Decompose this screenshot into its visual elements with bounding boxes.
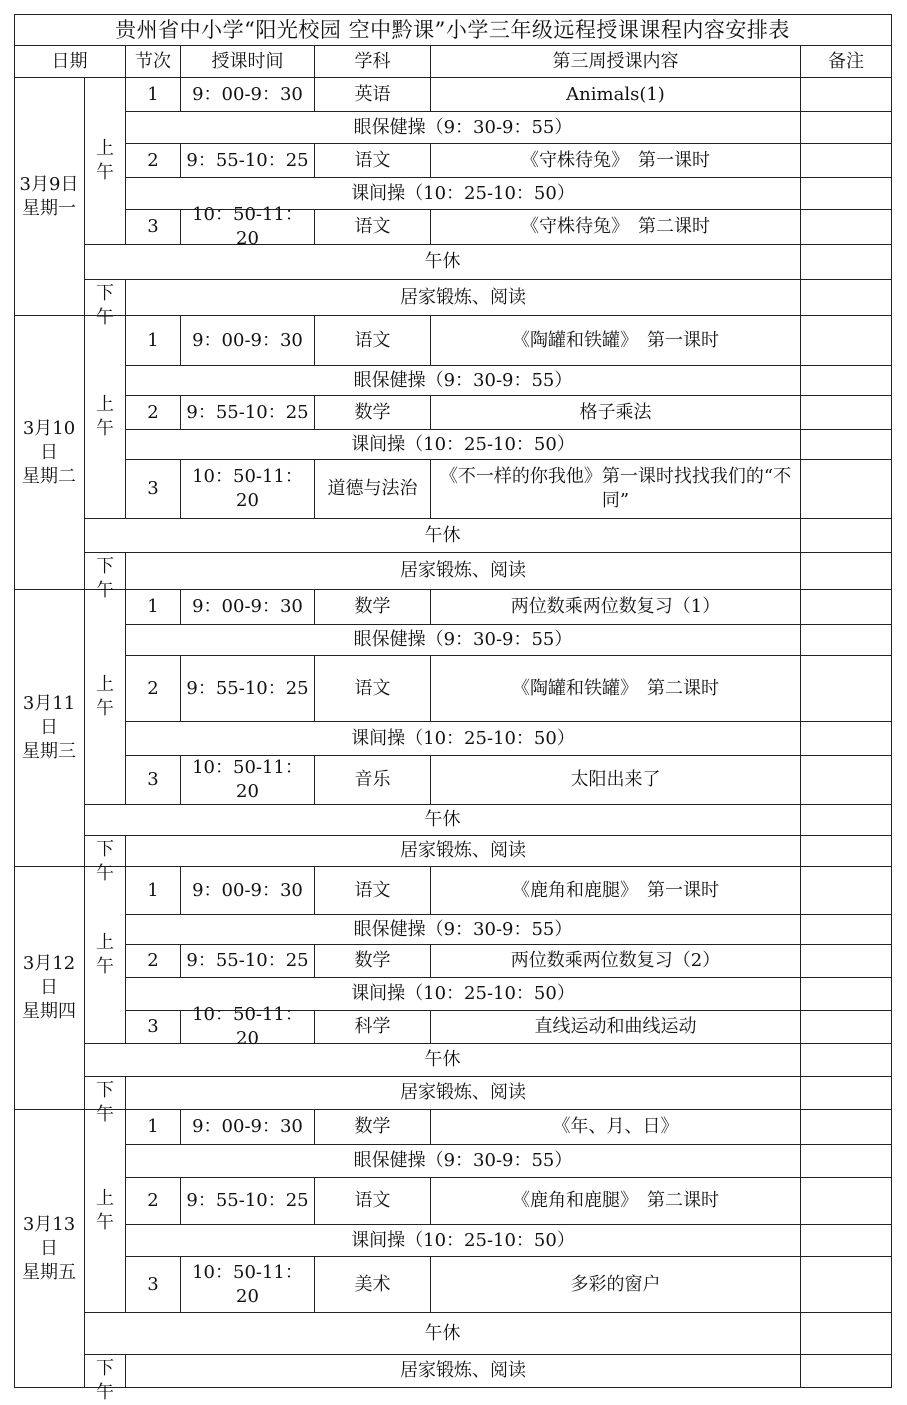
time-cell: 9：00-9：30	[181, 78, 315, 112]
lunch-row: 午休	[85, 1313, 801, 1355]
day-date: 3月11 日 星期三	[14, 590, 85, 867]
note-cell	[801, 144, 892, 178]
note-cell	[801, 1110, 892, 1145]
header-period: 节次	[126, 46, 181, 78]
note-cell	[801, 430, 892, 460]
note-cell	[801, 210, 892, 245]
period-cell: 2	[126, 1178, 181, 1225]
note-cell	[801, 625, 892, 656]
header-note: 备注	[801, 46, 892, 78]
eye-exercise-row: 眼保健操（9：30-9：55）	[126, 1145, 801, 1178]
afternoon-activity-row: 居家锻炼、阅读	[126, 836, 801, 867]
time-cell: 9：55-10：25	[181, 945, 315, 978]
subject-cell: 语文	[315, 144, 431, 178]
eye-exercise-row: 眼保健操（9：30-9：55）	[126, 915, 801, 945]
afternoon-label: 下 午	[85, 553, 126, 590]
note-cell	[801, 1313, 892, 1355]
lunch-row: 午休	[85, 805, 801, 836]
eye-exercise-row: 眼保健操（9：30-9：55）	[126, 366, 801, 396]
subject-cell: 科学	[315, 1011, 431, 1044]
morning-label: 上 午	[85, 316, 126, 519]
time-cell: 10：50-11：20	[181, 756, 315, 805]
period-cell: 2	[126, 945, 181, 978]
note-cell	[801, 1145, 892, 1178]
time-cell: 10：50-11：20	[181, 210, 315, 245]
period-cell: 3	[126, 210, 181, 245]
subject-cell: 语文	[315, 867, 431, 915]
break-exercise-row: 课间操（10：25-10：50）	[126, 722, 801, 756]
header-content: 第三周授课内容	[431, 46, 801, 78]
note-cell	[801, 867, 892, 915]
period-cell: 1	[126, 590, 181, 625]
content-cell: 《陶罐和铁罐》 第一课时	[431, 316, 801, 366]
note-cell	[801, 78, 892, 112]
lunch-row: 午休	[85, 245, 801, 280]
note-cell	[801, 178, 892, 210]
subject-cell: 数学	[315, 945, 431, 978]
subject-cell: 数学	[315, 1110, 431, 1145]
time-cell: 9：55-10：25	[181, 1178, 315, 1225]
content-cell: 两位数乘两位数复习（1）	[431, 590, 801, 625]
content-cell: 《鹿角和鹿腿》 第二课时	[431, 1178, 801, 1225]
content-cell: 多彩的窗户	[431, 1257, 801, 1313]
period-cell: 1	[126, 78, 181, 112]
lunch-row: 午休	[85, 1044, 801, 1077]
note-cell	[801, 519, 892, 553]
afternoon-label: 下 午	[85, 280, 126, 316]
afternoon-activity-row: 居家锻炼、阅读	[126, 280, 801, 316]
note-cell	[801, 1077, 892, 1110]
break-exercise-row: 课间操（10：25-10：50）	[126, 978, 801, 1011]
subject-cell: 语文	[315, 316, 431, 366]
morning-label: 上 午	[85, 78, 126, 245]
morning-label: 上 午	[85, 1110, 126, 1313]
note-cell	[801, 460, 892, 519]
note-cell	[801, 245, 892, 280]
subject-cell: 数学	[315, 590, 431, 625]
break-exercise-row: 课间操（10：25-10：50）	[126, 178, 801, 210]
content-cell: 《不一样的你我他》第一课时找找我们的“不同”	[431, 460, 801, 519]
time-cell: 9：00-9：30	[181, 316, 315, 366]
subject-cell: 道德与法治	[315, 460, 431, 519]
lunch-row: 午休	[85, 519, 801, 553]
period-cell: 3	[126, 756, 181, 805]
subject-cell: 美术	[315, 1257, 431, 1313]
note-cell	[801, 280, 892, 316]
subject-cell: 语文	[315, 1178, 431, 1225]
period-cell: 2	[126, 656, 181, 722]
period-cell: 1	[126, 316, 181, 366]
time-cell: 10：50-11：20	[181, 1257, 315, 1313]
period-cell: 1	[126, 1110, 181, 1145]
subject-cell: 音乐	[315, 756, 431, 805]
note-cell	[801, 978, 892, 1011]
period-cell: 3	[126, 460, 181, 519]
header-time: 授课时间	[181, 46, 315, 78]
period-cell: 2	[126, 396, 181, 430]
note-cell	[801, 590, 892, 625]
content-cell: 太阳出来了	[431, 756, 801, 805]
header-subject: 学科	[315, 46, 431, 78]
note-cell	[801, 656, 892, 722]
note-cell	[801, 553, 892, 590]
break-exercise-row: 课间操（10：25-10：50）	[126, 1225, 801, 1257]
note-cell	[801, 915, 892, 945]
note-cell	[801, 1044, 892, 1077]
period-cell: 1	[126, 867, 181, 915]
content-cell: 直线运动和曲线运动	[431, 1011, 801, 1044]
afternoon-activity-row: 居家锻炼、阅读	[126, 1355, 801, 1388]
content-cell: 《年、月、日》	[431, 1110, 801, 1145]
day-date: 3月9日 星期一	[14, 78, 85, 316]
morning-label: 上 午	[85, 590, 126, 805]
note-cell	[801, 836, 892, 867]
content-cell: 《陶罐和铁罐》 第二课时	[431, 656, 801, 722]
content-cell: 两位数乘两位数复习（2）	[431, 945, 801, 978]
note-cell	[801, 1225, 892, 1257]
note-cell	[801, 316, 892, 366]
note-cell	[801, 112, 892, 144]
day-date: 3月13 日 星期五	[14, 1110, 85, 1388]
note-cell	[801, 945, 892, 978]
afternoon-label: 下 午	[85, 1077, 126, 1110]
period-cell: 2	[126, 144, 181, 178]
time-cell: 9：00-9：30	[181, 590, 315, 625]
time-cell: 10：50-11：20	[181, 460, 315, 519]
day-date: 3月12 日 星期四	[14, 867, 85, 1110]
day-date: 3月10 日 星期二	[14, 316, 85, 590]
note-cell	[801, 722, 892, 756]
afternoon-label: 下 午	[85, 1355, 126, 1388]
morning-label: 上 午	[85, 867, 126, 1044]
time-cell: 9：55-10：25	[181, 144, 315, 178]
note-cell	[801, 1257, 892, 1313]
content-cell: 《鹿角和鹿腿》 第一课时	[431, 867, 801, 915]
afternoon-activity-row: 居家锻炼、阅读	[126, 1077, 801, 1110]
note-cell	[801, 1178, 892, 1225]
break-exercise-row: 课间操（10：25-10：50）	[126, 430, 801, 460]
content-cell: 《守株待兔》 第二课时	[431, 210, 801, 245]
period-cell: 3	[126, 1257, 181, 1313]
period-cell: 3	[126, 1011, 181, 1044]
eye-exercise-row: 眼保健操（9：30-9：55）	[126, 625, 801, 656]
time-cell: 9：55-10：25	[181, 656, 315, 722]
note-cell	[801, 396, 892, 430]
content-cell: 《守株待兔》 第一课时	[431, 144, 801, 178]
subject-cell: 英语	[315, 78, 431, 112]
content-cell: 格子乘法	[431, 396, 801, 430]
afternoon-activity-row: 居家锻炼、阅读	[126, 553, 801, 590]
eye-exercise-row: 眼保健操（9：30-9：55）	[126, 112, 801, 144]
subject-cell: 数学	[315, 396, 431, 430]
content-cell: Animals(1)	[431, 78, 801, 112]
time-cell: 9：00-9：30	[181, 1110, 315, 1145]
table-title: 贵州省中小学“阳光校园 空中黔课”小学三年级远程授课课程内容安排表	[14, 14, 892, 46]
time-cell: 10：50-11：20	[181, 1011, 315, 1044]
note-cell	[801, 366, 892, 396]
note-cell	[801, 805, 892, 836]
time-cell: 9：55-10：25	[181, 396, 315, 430]
afternoon-label: 下 午	[85, 836, 126, 867]
note-cell	[801, 1355, 892, 1388]
note-cell	[801, 756, 892, 805]
subject-cell: 语文	[315, 656, 431, 722]
header-date: 日期	[14, 46, 126, 78]
subject-cell: 语文	[315, 210, 431, 245]
note-cell	[801, 1011, 892, 1044]
time-cell: 9：00-9：30	[181, 867, 315, 915]
